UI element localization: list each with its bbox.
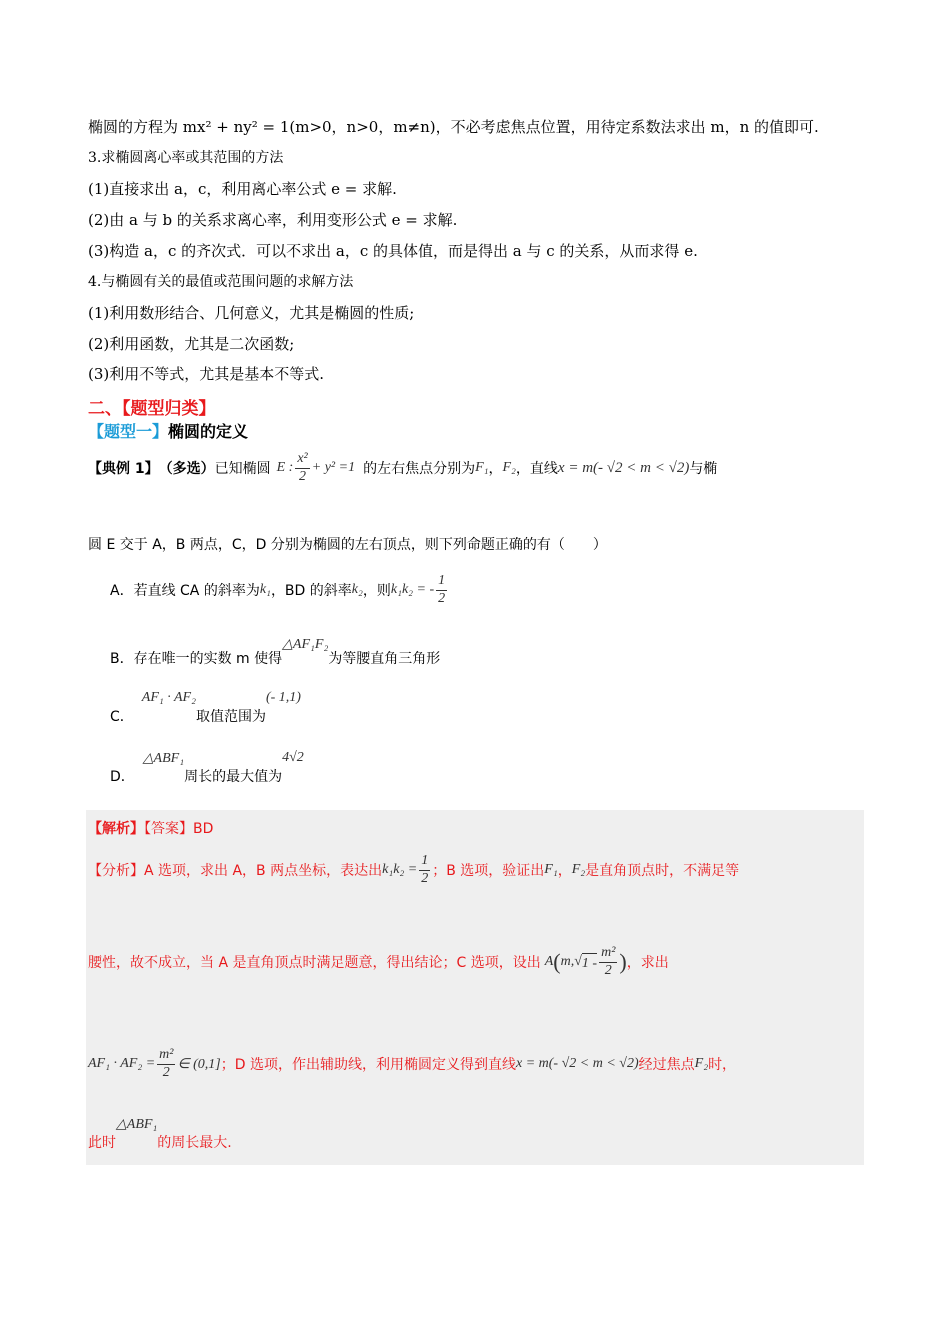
- item-3-2: (2)由 a 与 b 的关系求离心率，利用变形公式 e = 求解.: [88, 211, 458, 229]
- option-c-range: (- 1,1): [265, 690, 301, 705]
- focus-f2: F₂: [502, 460, 516, 475]
- analysis-p3-den: 2: [162, 1064, 170, 1080]
- heading-4: 4.与椭圆有关的最值或范围问题的求解方法: [88, 274, 354, 290]
- analysis-para-2: [88, 936, 669, 988]
- option-c: [110, 690, 301, 726]
- analysis-p3-line: x = m(- √2 < m < √2): [516, 1056, 639, 1071]
- option-a-k2: k₂: [351, 582, 363, 597]
- example-text-b: 的左右焦点分别为: [363, 461, 476, 477]
- option-d-label: D．: [110, 769, 135, 785]
- option-b-label: B．: [110, 651, 134, 667]
- example-text-a: 已知椭圆: [214, 461, 271, 477]
- item-4-3: (3)利用不等式，尤其是基本不等式.: [88, 365, 325, 383]
- analysis-p3-in: ∈ (0,1]: [177, 1056, 221, 1072]
- line-equation: x = m(- √2 < m < √2): [557, 459, 690, 476]
- analysis-p3-c: 时，: [708, 1057, 737, 1073]
- example-tag: 【典例 1】: [88, 461, 159, 477]
- option-b-triangle: △AF₁F₂: [282, 637, 329, 652]
- option-a-num: 1: [436, 573, 447, 590]
- analysis-p1-d: 是直角顶点时，不满足等: [585, 863, 740, 879]
- analysis-box: [86, 810, 864, 1165]
- analysis-para-3: [88, 1040, 736, 1088]
- analysis-p2-num: m²: [599, 945, 617, 962]
- ellipse-den: 2: [299, 468, 307, 484]
- option-a: [110, 570, 449, 610]
- analysis-p2-m: m,: [560, 954, 575, 969]
- analysis-label: 【分析】: [88, 863, 144, 879]
- option-a-den: 2: [438, 590, 446, 606]
- ellipse-num: x²: [295, 451, 309, 468]
- analysis-para-1: [88, 850, 739, 890]
- paren-open: (: [553, 949, 561, 974]
- ellipse-E: E :: [276, 460, 294, 475]
- analysis-p1-a: A 选项，求出 A，B 两点坐标，表达出: [144, 863, 383, 879]
- analysis-p3-fraction: [157, 1047, 175, 1080]
- option-c-label: C．: [110, 709, 134, 725]
- option-b: [110, 636, 440, 668]
- option-a-text-2: ，BD 的斜率: [270, 583, 352, 599]
- item-4-1: (1)利用数形结合、几何意义，尤其是椭圆的性质;: [88, 304, 415, 322]
- answer-tag: 【答案】: [144, 821, 193, 837]
- example-kind: （多选）: [158, 461, 215, 477]
- analysis-p1-num: 1: [419, 853, 430, 870]
- type-heading: [88, 419, 248, 442]
- ellipse-tail: + y² =1: [311, 460, 356, 475]
- ellipse-fraction: [295, 451, 309, 484]
- option-a-k1: k₁: [259, 582, 271, 597]
- analysis-p3-num: m²: [157, 1047, 175, 1064]
- analysis-p3-f2: F₂: [694, 1056, 709, 1071]
- option-d: [110, 750, 304, 786]
- option-a-text-3: ，则: [362, 583, 391, 599]
- analysis-tag: 【解析】: [88, 821, 144, 837]
- option-a-label: A．: [110, 583, 134, 599]
- paren-close: ): [619, 949, 627, 974]
- item-4-2: (2)利用函数，尤其是二次函数;: [88, 335, 295, 353]
- analysis-answer-line: [88, 818, 213, 838]
- analysis-para-4: [88, 1116, 232, 1152]
- analysis-p1-b: ；B 选项，验证出: [432, 863, 545, 879]
- analysis-p4-b: 的周长最大.: [157, 1135, 232, 1151]
- option-b-text-2: 为等腰直角三角形: [328, 651, 441, 667]
- option-c-expr: AF₁ · AF₂: [141, 690, 196, 705]
- option-a-fraction: [436, 573, 447, 606]
- analysis-p2-point: A: [544, 954, 554, 969]
- analysis-p2-a: 腰性，故不成立，当 A 是直角顶点时满足题意，得出结论；C 选项，设出: [88, 955, 541, 971]
- section-heading: 二、【题型归类】: [88, 399, 216, 419]
- analysis-p1-f1: F₁: [544, 862, 558, 877]
- option-d-text: 周长的最大值为: [184, 769, 283, 785]
- analysis-p2-b: ，求出: [626, 955, 669, 971]
- analysis-p2-fraction: [599, 945, 617, 978]
- option-d-triangle: △ABF₁: [142, 751, 185, 766]
- analysis-p3-b: 经过焦点: [638, 1057, 695, 1073]
- analysis-p2-root: 1 -: [582, 953, 597, 972]
- analysis-p3-a: ；D 选项，作出辅助线，利用椭圆定义得到直线: [220, 1057, 516, 1073]
- example-text-d: 与椭: [689, 461, 718, 477]
- example-text-c: ，直线: [515, 461, 558, 477]
- sqrt-icon: √: [574, 954, 582, 969]
- analysis-p3-expr: AF₁ · AF₂ =: [88, 1056, 156, 1071]
- answer-value: BD: [193, 821, 214, 837]
- type-title: 椭圆的定义: [168, 422, 249, 441]
- item-3-3: (3)构造 a，c 的齐次式．可以不求出 a，c 的具体值，而是得出 a 与 c 的关系，从而求得 e.: [88, 242, 698, 260]
- analysis-p2-den: 2: [604, 962, 612, 978]
- option-b-text-1: 存在唯一的实数 m 使得: [133, 651, 283, 667]
- item-3-1: (1)直接求出 a，c，利用离心率公式 e = 求解.: [88, 180, 397, 198]
- heading-3: 3.求椭圆离心率或其范围的方法: [88, 150, 284, 166]
- option-d-value: 4√2: [282, 750, 304, 765]
- focus-f1: F₁: [475, 460, 489, 475]
- option-c-text: 取值范围为: [195, 709, 266, 725]
- option-a-text-1: 若直线 CA 的斜率为: [133, 583, 260, 599]
- example-line-2: 圆 E 交于 A，B 两点，C，D 分别为椭圆的左右顶点，则下列命题正确的有（ ）: [88, 537, 607, 553]
- option-a-expr: k₁k₂ = -: [390, 582, 435, 597]
- intro-line-1: 椭圆的方程为 mx² + ny² = 1(m>0，n>0，m≠n)，不必考虑焦点位置，用待定系数法求出 m，n 的值即可.: [88, 118, 819, 136]
- analysis-p1-expr: k₁k₂ =: [382, 862, 418, 877]
- analysis-p1-fraction: [419, 853, 430, 886]
- example-comma: ，: [488, 461, 503, 477]
- analysis-p4-triangle: △ABF₁: [116, 1117, 158, 1132]
- analysis-p1-f2: F₂: [571, 862, 586, 877]
- analysis-p1-den: 2: [421, 870, 429, 886]
- example-line-1: [88, 448, 717, 488]
- analysis-p1-c: ，: [557, 863, 572, 879]
- type-tag: 【题型一】: [88, 422, 169, 441]
- analysis-p4-a: 此时: [88, 1135, 116, 1151]
